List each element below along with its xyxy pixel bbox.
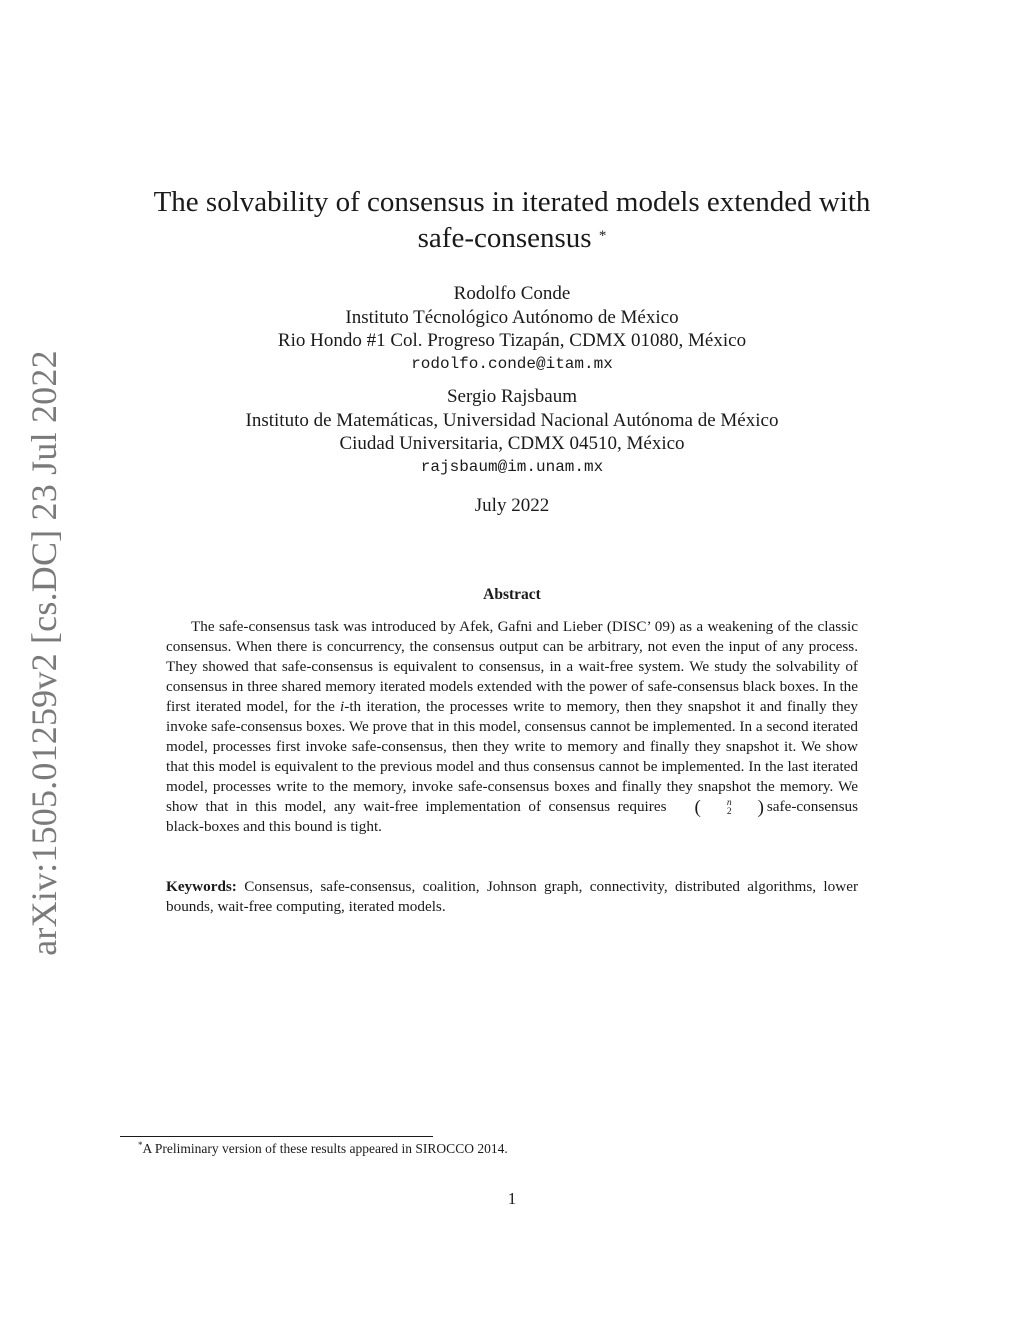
footnote-text: A Preliminary version of these results appeared in SIROCCO 2014. <box>142 1141 508 1156</box>
page-number: 1 <box>507 1189 517 1208</box>
author-1-name: Rodolfo Conde <box>453 283 571 304</box>
keywords-paragraph <box>166 877 858 917</box>
title-line-1: The solvability of consensus in iterated models extended with <box>153 186 871 218</box>
author-2-affiliation: Instituto de Matemáticas, Universidad Nacional Autónoma de México <box>245 409 779 431</box>
arxiv-identifier-text: arXiv:1505.01259v2 [cs.DC] 23 Jul 2022 <box>24 349 64 956</box>
paper-title <box>120 184 904 256</box>
footnote-marker: * <box>138 1140 143 1150</box>
author-2-email: rajsbaum@im.unam.mx <box>420 457 604 476</box>
abstract-heading: Abstract <box>483 586 541 603</box>
binom-bottom: 2 <box>726 806 732 817</box>
abstract-body <box>166 617 858 837</box>
footnote <box>138 1141 508 1157</box>
title-line-2-text: safe-consensus <box>417 222 592 254</box>
abstract-text-part-1: The safe-consensus task was introduced by Afek, Gafni and Lieber (DISC’ 09) as a weakening of the classic consensus. When there is concurrency, the consensus output can be arbitrary, not even the input of any process. They showed that safe-consensus is equivalent to consensus, in a wait-free system. We study the solvability of consensus in three shared memory iterated models extended with the power of safe-consensus black boxes. In the first iterated model, for the <box>166 618 858 715</box>
keywords-text: Consensus, safe-consensus, coalition, Johnson graph, connectivity, distributed algorithms, lower bounds, wait-free computing, iterated models. <box>166 878 858 915</box>
binomial-coefficient: ( n 2 ) <box>694 797 764 819</box>
footnote-divider <box>120 1136 433 1137</box>
abstract-text-part-2: -th iteration, the processes write to memory, then they snapshot it and finally they invoke safe-consensus boxes. We prove that in this model, consensus cannot be implemented. In a second iterated model, processes first invoke safe-consensus, then they write to memory and finally they snapshot it. We show that this model is equivalent to the previous model and thus consensus cannot be implemented. In the last iterated model, processes write to the memory, invoke safe-consensus boxes and finally they snapshot the memory. We show that in this model, any wait-free implementation of consensus requires <box>166 698 858 815</box>
arxiv-identifier-stamp <box>14 349 74 956</box>
publication-date: July 2022 <box>474 495 550 516</box>
title-line-2 <box>120 220 904 256</box>
author-block-2 <box>120 385 904 479</box>
author-1-address: Rio Hondo #1 Col. Progreso Tizapán, CDMX 01080, México <box>277 330 747 351</box>
abstract-italic-i: i <box>340 698 345 715</box>
binom-top: n <box>726 797 732 808</box>
author-block-1 <box>120 282 904 376</box>
abstract-text-part-3: safe-consensus black-boxes and this bound is tight. <box>166 798 858 836</box>
author-1-affiliation: Instituto Técnológico Autónomo de México <box>345 306 679 328</box>
keywords-label: Keywords: <box>166 878 237 895</box>
author-2-address: Ciudad Universitaria, CDMX 04510, México <box>339 433 685 454</box>
author-1-email: rodolfo.conde@itam.mx <box>411 354 613 373</box>
title-footnote-marker: * <box>598 228 607 244</box>
author-2-name: Sergio Rajsbaum <box>446 386 577 407</box>
